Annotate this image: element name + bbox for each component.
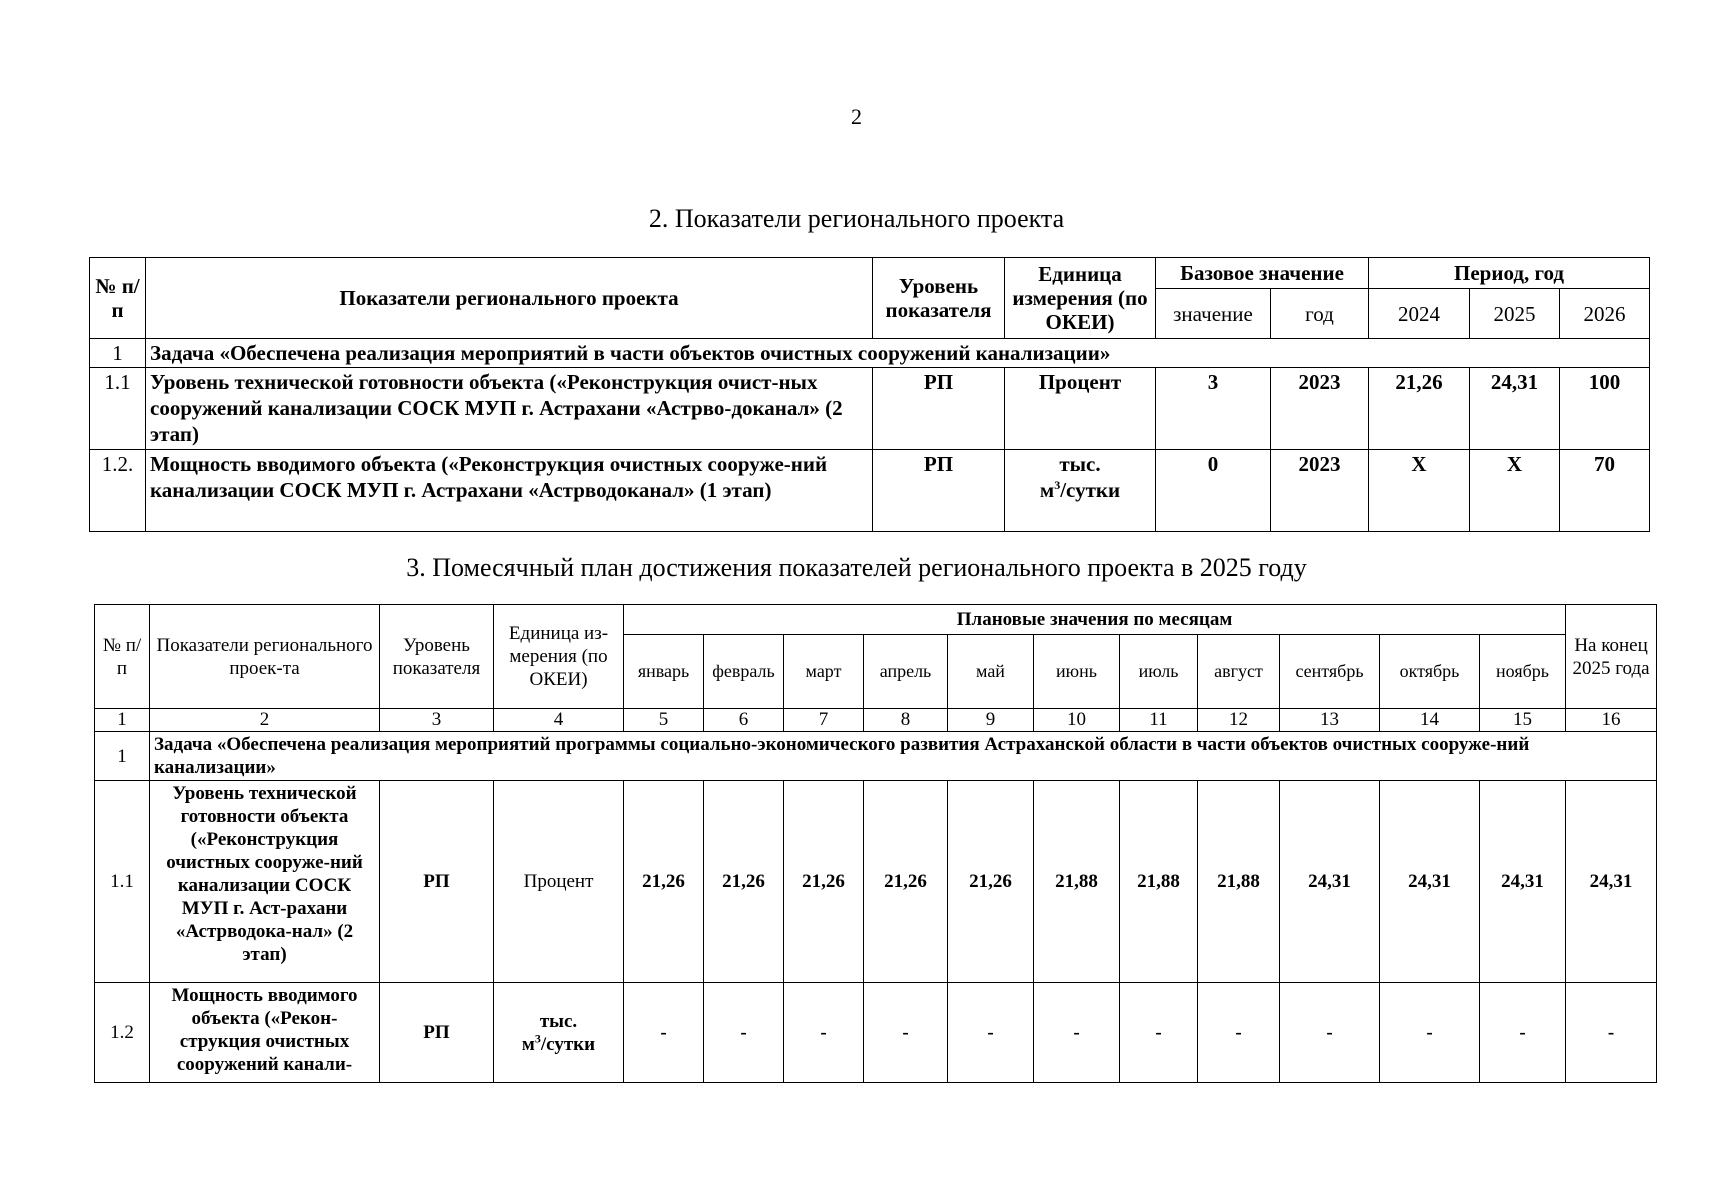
column-number: 1 [95,709,150,732]
header-base-year: год [1271,289,1369,339]
row-level: РП [873,450,1005,532]
header-period: Период, год [1369,258,1650,289]
unit-m: м [521,1033,535,1055]
header-num: № п/п [95,605,150,709]
header-month: сентябрь [1280,635,1380,709]
column-number: 11 [1120,709,1198,732]
table-row [95,781,1657,983]
row-month-value: - [1480,983,1566,1083]
header-month: апрель [864,635,948,709]
column-number: 15 [1480,709,1566,732]
row-month-value: 21,88 [1120,781,1198,983]
header-month: январь [624,635,704,709]
header-month: июль [1120,635,1198,709]
row-month-value: - [1034,983,1120,1083]
row-unit [1005,450,1156,532]
row-base-year: 2023 [1271,368,1369,450]
row-indicator: Уровень технической готовности объекта («Реконструкция очист-ных сооружений канализации СОСК МУП г. Астрахани «Астрво-доканал» (2 этап) [146,368,873,450]
row-indicator: Мощность вводимого объекта («Реконструкция очистных сооруже-ний канализации СОСК МУП г. Астрахани «Астрводоканал» (1 этап) [146,450,873,532]
unit-sup: 3 [534,1031,541,1046]
column-number: 12 [1198,709,1280,732]
task-num: 1 [95,732,150,781]
task-text: Задача «Обеспечена реализация мероприятий программы социально-экономического развития Астраханской области в части объектов очистных сооруже-ний канализации» [150,732,1657,781]
row-month-value: - [1380,983,1480,1083]
row-month-value: - [864,983,948,1083]
column-number: 5 [624,709,704,732]
row-level: РП [380,983,494,1083]
row-month-value: 24,31 [1280,781,1380,983]
row-num: 1.1 [90,368,146,450]
header-month: ноябрь [1480,635,1566,709]
table-row [90,450,1650,532]
unit-suffix: /сутки [540,1033,596,1055]
unit-prefix: тыс. [539,1010,578,1032]
header-2026: 2026 [1560,289,1650,339]
row-indicator: Мощность вводимого объекта («Рекон-струкция очистных сооружений канали- [150,983,380,1083]
row-month-value: - [1280,983,1380,1083]
row-2025: Х [1470,450,1560,532]
column-number: 2 [150,709,380,732]
row-unit: Процент [494,781,624,983]
table-row [95,983,1657,1083]
column-number: 9 [948,709,1034,732]
row-month-value: 21,26 [784,781,864,983]
header-plan: Плановые значения по месяцам [624,605,1566,635]
row-month-value: - [1120,983,1198,1083]
task-text: Задача «Обеспечена реализация мероприятий в части объектов очистных сооружений канализации» [146,339,1650,368]
row-month-value: - [704,983,784,1083]
header-level: Уровень показателя [380,605,494,709]
column-number: 16 [1566,709,1657,732]
row-num: 1.1 [95,781,150,983]
row-month-value: 24,31 [1480,781,1566,983]
header-base: Базовое значение [1156,258,1369,289]
row-month-value: 21,26 [624,781,704,983]
header-end: На конец 2025 года [1566,605,1657,709]
header-indicator: Показатели регионального проек-та [150,605,380,709]
row-month-value: 21,88 [1034,781,1120,983]
column-number: 14 [1380,709,1480,732]
row-2026: 100 [1560,368,1650,450]
row-end-value: - [1566,983,1657,1083]
column-numbers-row [95,709,1657,732]
column-number: 8 [864,709,948,732]
task-num: 1 [90,339,146,368]
header-month: октябрь [1380,635,1480,709]
row-level: РП [873,368,1005,450]
row-base-value: 0 [1156,450,1271,532]
header-unit: Единица из-мерения (по ОКЕИ) [494,605,624,709]
row-end-value: 24,31 [1566,781,1657,983]
section-2-title: 2. Показатели регионального проекта [648,204,1065,233]
unit-prefix: тыс. [1059,452,1101,476]
page-number: 2 [851,104,862,129]
row-2024: Х [1369,450,1470,532]
unit-suffix: /сутки [1060,478,1121,502]
header-month: февраль [704,635,784,709]
row-level: РП [380,781,494,983]
column-number: 13 [1280,709,1380,732]
row-2024: 21,26 [1369,368,1470,450]
row-num: 1.2 [95,983,150,1083]
header-month: август [1198,635,1280,709]
unit-sup: 3 [1054,478,1061,492]
header-month: июнь [1034,635,1120,709]
row-month-value: 21,26 [948,781,1034,983]
row-base-value: 3 [1156,368,1271,450]
header-month: март [784,635,864,709]
row-base-year: 2023 [1271,450,1369,532]
row-month-value: - [948,983,1034,1083]
row-month-value: 24,31 [1380,781,1480,983]
column-number: 4 [494,709,624,732]
row-month-value: 21,26 [704,781,784,983]
column-number: 10 [1034,709,1120,732]
header-2025: 2025 [1470,289,1560,339]
row-month-value: - [784,983,864,1083]
header-month: май [948,635,1034,709]
header-level: Уровень показателя [873,258,1005,339]
column-number: 3 [380,709,494,732]
section-3-title: 3. Помесячный план достижения показателей регионального проекта в 2025 году [406,553,1307,582]
row-2026: 70 [1560,450,1650,532]
row-month-value: - [1198,983,1280,1083]
row-month-value: - [624,983,704,1083]
row-num: 1.2. [90,450,146,532]
header-base-value: значение [1156,289,1271,339]
row-indicator: Уровень технической готовности объекта («Реконструкция очистных сооруже-ний канализации СОСК МУП г. Аст-рахани «Астрводока-нал» (2 этап) [150,781,380,983]
indicators-table [89,257,1650,532]
row-unit [494,983,624,1083]
row-month-value: 21,26 [864,781,948,983]
table-row [90,368,1650,450]
header-2024: 2024 [1369,289,1470,339]
column-number: 6 [704,709,784,732]
row-month-value: 21,88 [1198,781,1280,983]
header-indicator: Показатели регионального проекта [146,258,873,339]
column-number: 7 [784,709,864,732]
row-unit: Процент [1005,368,1156,450]
unit-m: м [1039,478,1055,502]
row-2025: 24,31 [1470,368,1560,450]
header-unit: Единица измерения (по ОКЕИ) [1005,258,1156,339]
monthly-plan-table [94,604,1657,1083]
header-num: № п/п [90,258,146,339]
